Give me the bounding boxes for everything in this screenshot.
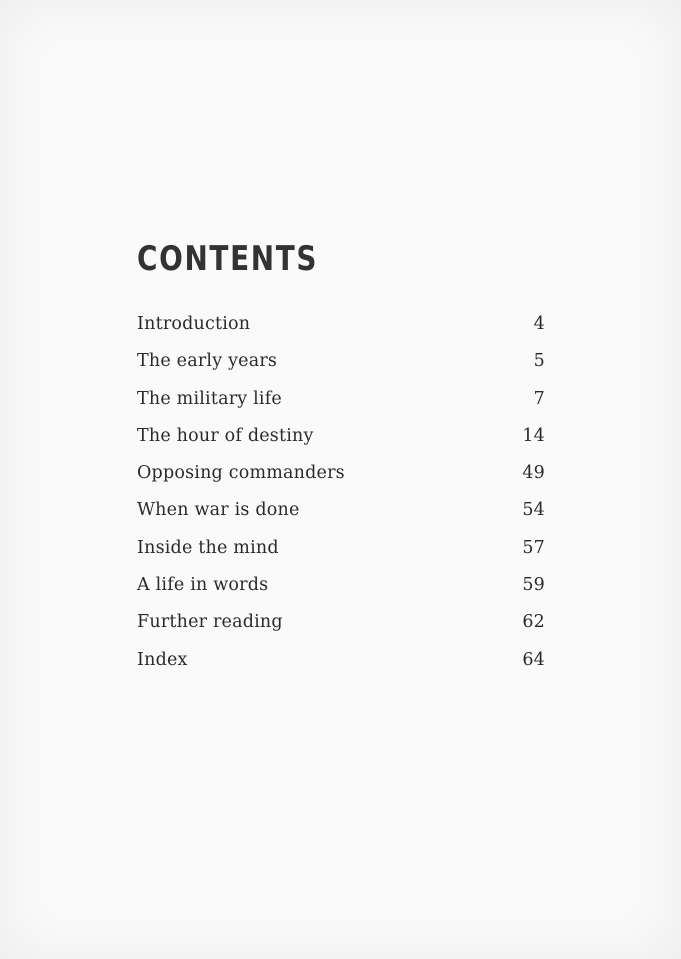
toc-entry-page: 5 [533, 351, 545, 372]
toc-entry-title: Introduction [137, 314, 251, 334]
toc-entry-page: 57 [522, 537, 545, 558]
toc-entry-page: 4 [533, 314, 545, 334]
toc-entry [137, 538, 545, 575]
toc-entry-page: 59 [522, 575, 545, 596]
toc-entry [137, 389, 545, 426]
toc-entry-page: 54 [522, 500, 545, 521]
page-title: CONTENTS [137, 239, 319, 279]
toc-entry-page: 7 [533, 388, 545, 409]
toc-entry [137, 612, 545, 649]
toc-entry [137, 575, 545, 612]
toc-entry-title: Inside the mind [137, 537, 279, 558]
toc-entry-title: Index [137, 649, 188, 670]
toc-entry-page: 14 [522, 425, 545, 446]
toc-entry [137, 351, 545, 388]
toc-entry-title: The hour of destiny [137, 425, 314, 446]
toc-entry-title: The early years [137, 351, 278, 372]
toc-entry-title: The military life [137, 388, 282, 409]
toc-entry-title: Opposing commanders [137, 463, 345, 484]
toc-entry [137, 463, 545, 500]
toc-entry-title: When war is done [137, 500, 300, 521]
toc-entry [137, 500, 545, 537]
table-of-contents [137, 314, 545, 687]
toc-entry-page: 49 [522, 463, 545, 484]
toc-entry [137, 650, 545, 687]
toc-entry-title: A life in words [137, 575, 269, 596]
toc-entry [137, 314, 545, 351]
toc-entry-title: Further reading [137, 612, 283, 633]
toc-entry [137, 426, 545, 463]
toc-entry-page: 62 [522, 612, 545, 633]
toc-entry-page: 64 [522, 649, 545, 670]
